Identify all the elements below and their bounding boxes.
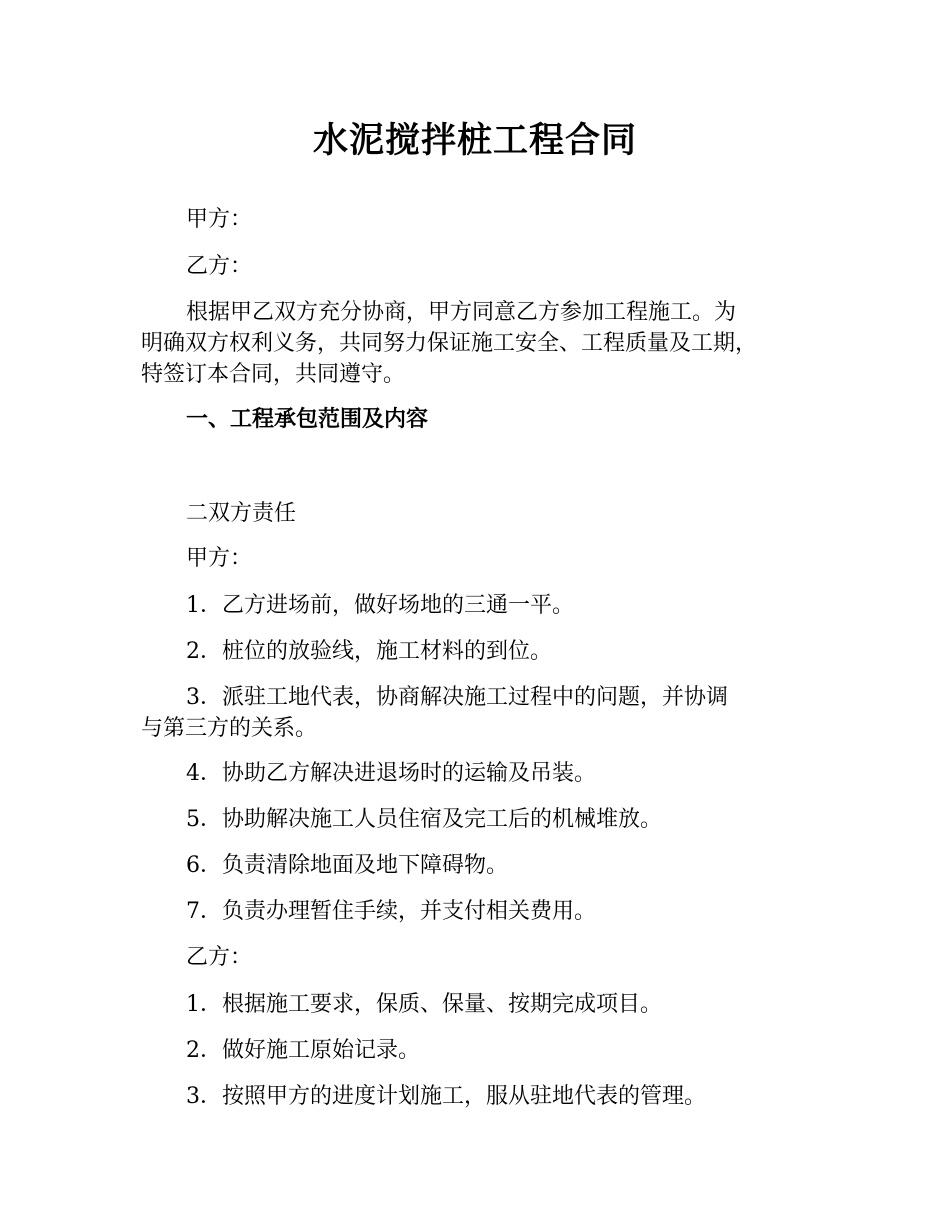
party-a-label — [141, 203, 821, 236]
party-b-duty-3-text: 3．按照甲方的进度计划施工，服从驻地代表的管理。 — [186, 1084, 706, 1109]
party-a-duty-5-text: 5．协助解决施工人员住宿及完工后的机械堆放。 — [186, 807, 662, 832]
section-2-heading — [141, 497, 821, 530]
party-a-duty-3-line-2: 与第三方的关系。 — [141, 716, 318, 741]
party-a-duty-6-text: 6．负责清除地面及地下障碍物。 — [186, 853, 508, 878]
party-a-duty-4-text: 4．协助乙方解决进退场时的运输及吊装。 — [186, 761, 596, 786]
party-a-duties-label-text: 甲方： — [186, 546, 253, 571]
party-a-duty-4 — [141, 757, 821, 790]
intro-line-3: 特签订本合同，共同遵守。 — [141, 362, 406, 387]
party-b-label-text: 乙方： — [186, 254, 253, 279]
intro-line-2: 明确双方权利义务，共同努力保证施工安全、工程质量及工期， — [141, 331, 758, 356]
party-a-duty-5 — [141, 803, 821, 836]
intro-line-1 — [141, 296, 821, 329]
party-a-duty-3-line-1 — [141, 681, 821, 714]
party-b-duty-1-text: 1．根据施工要求，保质、保量、按期完成项目。 — [186, 992, 662, 1017]
party-a-duty-3-text: 3．派驻工地代表，协商解决施工过程中的问题，并协调 — [186, 685, 728, 710]
party-a-duty-7-text: 7．负责办理暂住手续，并支付相关费用。 — [186, 899, 596, 924]
intro-line-1-text: 根据甲乙双方充分协商，甲方同意乙方参加工程施工。为 — [186, 300, 737, 325]
party-b-label — [141, 250, 821, 283]
party-b-duty-2-text: 2．做好施工原始记录。 — [186, 1038, 420, 1063]
party-a-label-text: 甲方： — [186, 207, 253, 232]
party-a-duty-1 — [141, 589, 821, 622]
section-2-heading-text: 二双方责任 — [186, 501, 297, 526]
party-a-duties-label — [141, 542, 821, 575]
party-b-duty-2 — [141, 1034, 821, 1067]
party-a-duty-2-text: 2．桩位的放验线，施工材料的到位。 — [186, 639, 552, 664]
party-b-duties-label-text: 乙方： — [186, 945, 253, 970]
document-title: 水泥搅拌桩工程合同 — [312, 121, 637, 161]
party-a-duty-1-text: 1．乙方进场前，做好场地的三通一平。 — [186, 593, 574, 618]
party-b-duty-3 — [141, 1080, 821, 1113]
party-a-duty-2 — [141, 635, 821, 668]
section-1-heading-text: 一、工程承包范围及内容 — [186, 407, 429, 432]
party-b-duty-1 — [141, 988, 821, 1021]
party-a-duty-6 — [141, 849, 821, 882]
party-b-duties-label — [141, 941, 821, 974]
party-a-duty-7 — [141, 895, 821, 928]
section-1-heading — [141, 403, 821, 436]
